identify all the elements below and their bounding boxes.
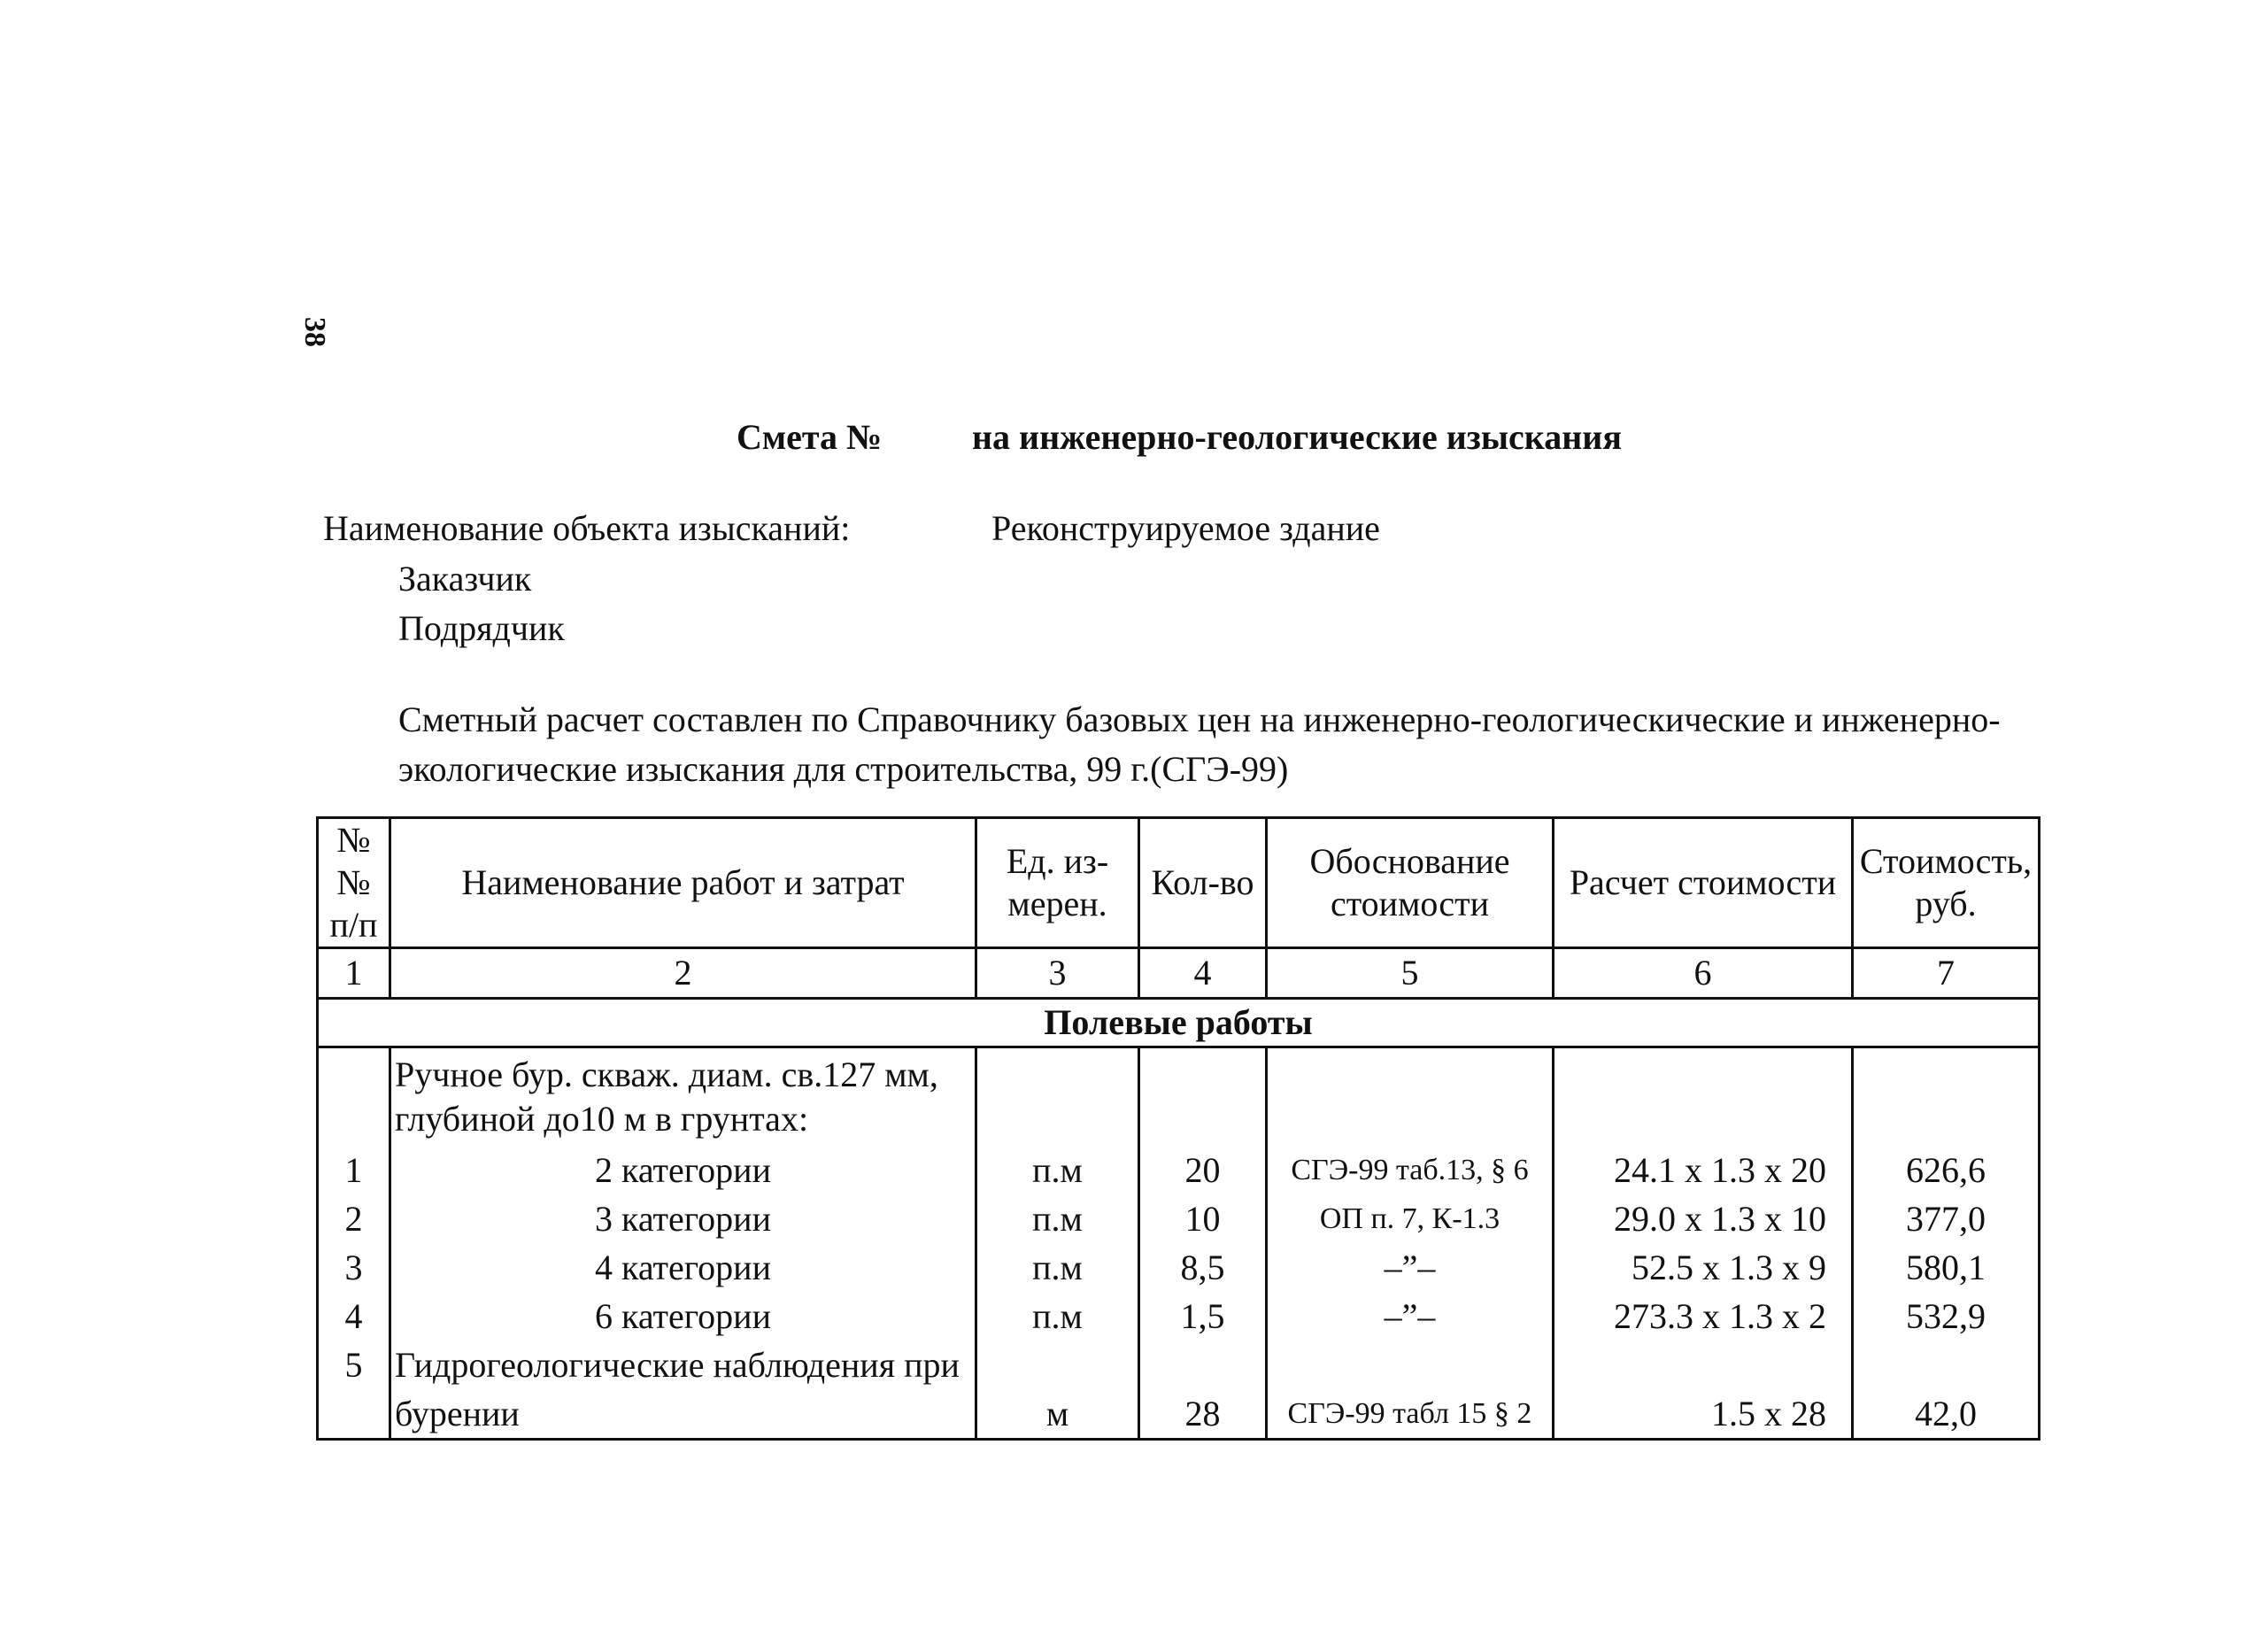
header-unit: Ед. из-мерен. bbox=[976, 818, 1139, 948]
column-number: 1 bbox=[318, 948, 390, 999]
row-basis: –”– bbox=[1267, 1292, 1554, 1341]
row-name: 2 категории bbox=[390, 1146, 976, 1194]
column-number: 7 bbox=[1853, 948, 2040, 999]
row-basis: СГЭ-99 табл 15 § 2 bbox=[1267, 1389, 1554, 1440]
row-unit: м bbox=[976, 1389, 1139, 1440]
row-name: 3 категории bbox=[390, 1194, 976, 1243]
header-name: Наименование работ и затрат bbox=[390, 818, 976, 948]
row-basis: СГЭ-99 таб.13, § 6 bbox=[1267, 1146, 1554, 1194]
row-calc: 24.1 x 1.3 x 20 bbox=[1554, 1146, 1853, 1194]
row-calc: 29.0 x 1.3 x 10 bbox=[1554, 1194, 1853, 1243]
header-cost: Стоимость, руб. bbox=[1853, 818, 2040, 948]
row-calc: 273.3 x 1.3 x 2 bbox=[1554, 1292, 1853, 1341]
table-row bbox=[318, 1341, 2040, 1389]
row-cost: 532,9 bbox=[1853, 1292, 2040, 1341]
row-calc: 1.5 x 28 bbox=[1554, 1389, 1853, 1440]
row-cost: 580,1 bbox=[1853, 1243, 2040, 1292]
row-num: 5 bbox=[318, 1341, 390, 1389]
table-row bbox=[318, 1243, 2040, 1292]
group-title-row bbox=[318, 1047, 2040, 1098]
estimate-table bbox=[316, 816, 2040, 1441]
document-title-left: Смета № bbox=[737, 417, 883, 457]
row-unit: п.м bbox=[976, 1194, 1139, 1243]
row-qty: 20 bbox=[1139, 1146, 1267, 1194]
contractor-label: Подрядчик bbox=[398, 608, 565, 648]
column-number: 2 bbox=[390, 948, 976, 999]
header-basis: Обоснование стоимости bbox=[1267, 818, 1554, 948]
column-number: 5 bbox=[1267, 948, 1554, 999]
row-calc: 52.5 x 1.3 x 9 bbox=[1554, 1243, 1853, 1292]
row-num: 3 bbox=[318, 1243, 390, 1292]
row-qty: 1,5 bbox=[1139, 1292, 1267, 1341]
object-value: Реконструируемое здание bbox=[991, 508, 1380, 548]
document-title-right: на инженерно-геологические изыскания bbox=[972, 417, 1622, 457]
group-title: Ручное бур. скваж. диам. св.127 мм, глубиной до10 м в грунтах: bbox=[390, 1047, 976, 1147]
section-row bbox=[318, 999, 2040, 1047]
row-unit: п.м bbox=[976, 1146, 1139, 1194]
row-num: 2 bbox=[318, 1194, 390, 1243]
row-name-line1: Гидрогеологические наблюдения при bbox=[390, 1341, 976, 1389]
column-number: 6 bbox=[1554, 948, 1853, 999]
row-name: 4 категории bbox=[390, 1243, 976, 1292]
table-row bbox=[318, 1389, 2040, 1440]
table-row bbox=[318, 1292, 2040, 1341]
row-name-line2: бурении bbox=[390, 1389, 976, 1440]
column-number: 4 bbox=[1139, 948, 1267, 999]
row-unit: п.м bbox=[976, 1292, 1139, 1341]
row-qty: 28 bbox=[1139, 1389, 1267, 1440]
header-calc: Расчет стоимости bbox=[1554, 818, 1853, 948]
page-number: 38 bbox=[298, 317, 331, 347]
object-label: Наименование объекта изысканий: bbox=[323, 508, 851, 548]
section-title: Полевые работы bbox=[318, 999, 2040, 1047]
row-basis: –”– bbox=[1267, 1243, 1554, 1292]
row-basis: ОП п. 7, К-1.3 bbox=[1267, 1194, 1554, 1243]
table-row bbox=[318, 1194, 2040, 1243]
row-cost: 377,0 bbox=[1853, 1194, 2040, 1243]
table-header-row bbox=[318, 818, 2040, 948]
row-unit: п.м bbox=[976, 1243, 1139, 1292]
customer-label: Заказчик bbox=[398, 559, 532, 599]
row-cost: 626,6 bbox=[1853, 1146, 2040, 1194]
row-qty: 10 bbox=[1139, 1194, 1267, 1243]
header-num: №№ п/п bbox=[318, 818, 390, 948]
row-num: 1 bbox=[318, 1146, 390, 1194]
estimate-basis-note: Сметный расчет составлен по Справочнику базовых цен на инженерно-геологическичеcкие и инженерно-экологические изыскания для строительства, 99 г.(СГЭ-99) bbox=[398, 699, 2001, 789]
row-cost: 42,0 bbox=[1853, 1389, 2040, 1440]
row-qty: 8,5 bbox=[1139, 1243, 1267, 1292]
table-row bbox=[318, 1146, 2040, 1194]
row-num: 4 bbox=[318, 1292, 390, 1341]
header-qty: Кол-во bbox=[1139, 818, 1267, 948]
row-name: 6 категории bbox=[390, 1292, 976, 1341]
column-number: 3 bbox=[976, 948, 1139, 999]
column-number-row bbox=[318, 948, 2040, 999]
